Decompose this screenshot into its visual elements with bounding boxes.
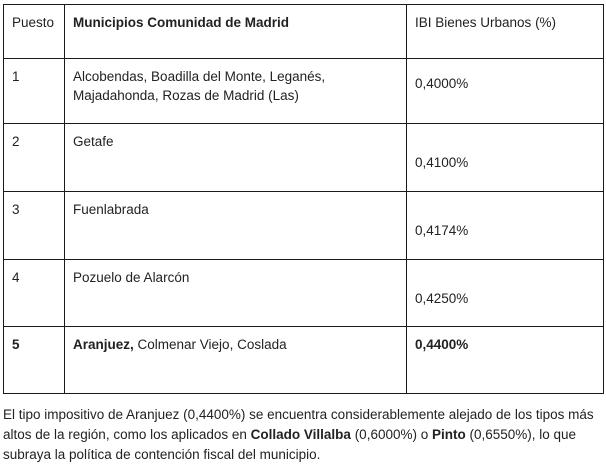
- rank-cell: [4, 124, 65, 192]
- municipalities-value: [73, 335, 400, 354]
- header-municipalities-label: Municipios Comunidad de Madrid: [73, 15, 289, 30]
- rate-cell: [407, 260, 604, 327]
- header-rank-label: Puesto: [12, 15, 55, 30]
- rate-value: 0,4174%: [415, 223, 469, 238]
- municipalities-value: Fuenlabrada: [73, 202, 149, 217]
- municipalities-line: Alcobendas, Boadilla del Monte, Leganés,: [73, 69, 326, 84]
- note-text: (0,6000%) o: [350, 427, 432, 442]
- municipalities-cell: [65, 260, 407, 327]
- rate-cell: [407, 124, 604, 192]
- header-rate-label: IBI Bienes Urbanos (%): [415, 15, 557, 30]
- rate-cell: [407, 59, 604, 124]
- municipalities-cell: [65, 192, 407, 260]
- explanatory-note: [3, 405, 601, 465]
- rate-value: 0,4400%: [415, 337, 469, 352]
- rank-cell: [4, 192, 65, 260]
- table-row: [4, 124, 604, 192]
- municipalities-cell: [65, 327, 407, 394]
- rank-value: 2: [12, 134, 20, 149]
- municipalities-cell: [65, 59, 407, 124]
- note-text: (0,6550%), lo que subraya la política de contención fiscal del municipio.: [3, 427, 577, 462]
- table-row: [4, 59, 604, 124]
- rank-value: 5: [12, 337, 20, 352]
- table-row: [4, 192, 604, 260]
- municipalities-rest: Colmenar Viejo, Coslada: [133, 337, 287, 352]
- municipalities-line: Majadahonda, Rozas de Madrid (Las): [73, 88, 299, 103]
- rate-cell: [407, 327, 604, 394]
- table-row: [4, 260, 604, 327]
- rank-cell: [4, 260, 65, 327]
- header-cell-rank: [4, 5, 65, 59]
- rate-value: 0,4000%: [415, 76, 469, 91]
- note-text: El tipo impositivo de Aranjuez (0,4400%) se encuentra considerablemente alejado de los tipos más altos de la región, como los aplicados en: [3, 407, 594, 442]
- note-highlight: Pinto: [431, 427, 466, 442]
- table-header-row: [4, 5, 604, 59]
- rank-cell: [4, 327, 65, 394]
- rank-value: 1: [12, 69, 20, 84]
- rank-cell: [4, 59, 65, 124]
- rate-value: 0,4250%: [415, 291, 469, 306]
- municipalities-value: [73, 67, 400, 105]
- rate-value: 0,4100%: [415, 155, 469, 170]
- rank-value: 4: [12, 270, 20, 285]
- header-cell-municipalities: [65, 5, 407, 59]
- rate-cell: [407, 192, 604, 260]
- table-row-highlighted: [4, 327, 604, 394]
- municipalities-value: Pozuelo de Alarcón: [73, 270, 190, 285]
- header-cell-rate: [407, 5, 604, 59]
- municipalities-cell: [65, 124, 407, 192]
- municipalities-value: Getafe: [73, 134, 114, 149]
- ibi-ranking-table: [3, 4, 604, 394]
- rank-value: 3: [12, 202, 20, 217]
- note-highlight: Collado Villalba: [250, 427, 351, 442]
- municipality-highlight: Aranjuez,: [73, 337, 134, 352]
